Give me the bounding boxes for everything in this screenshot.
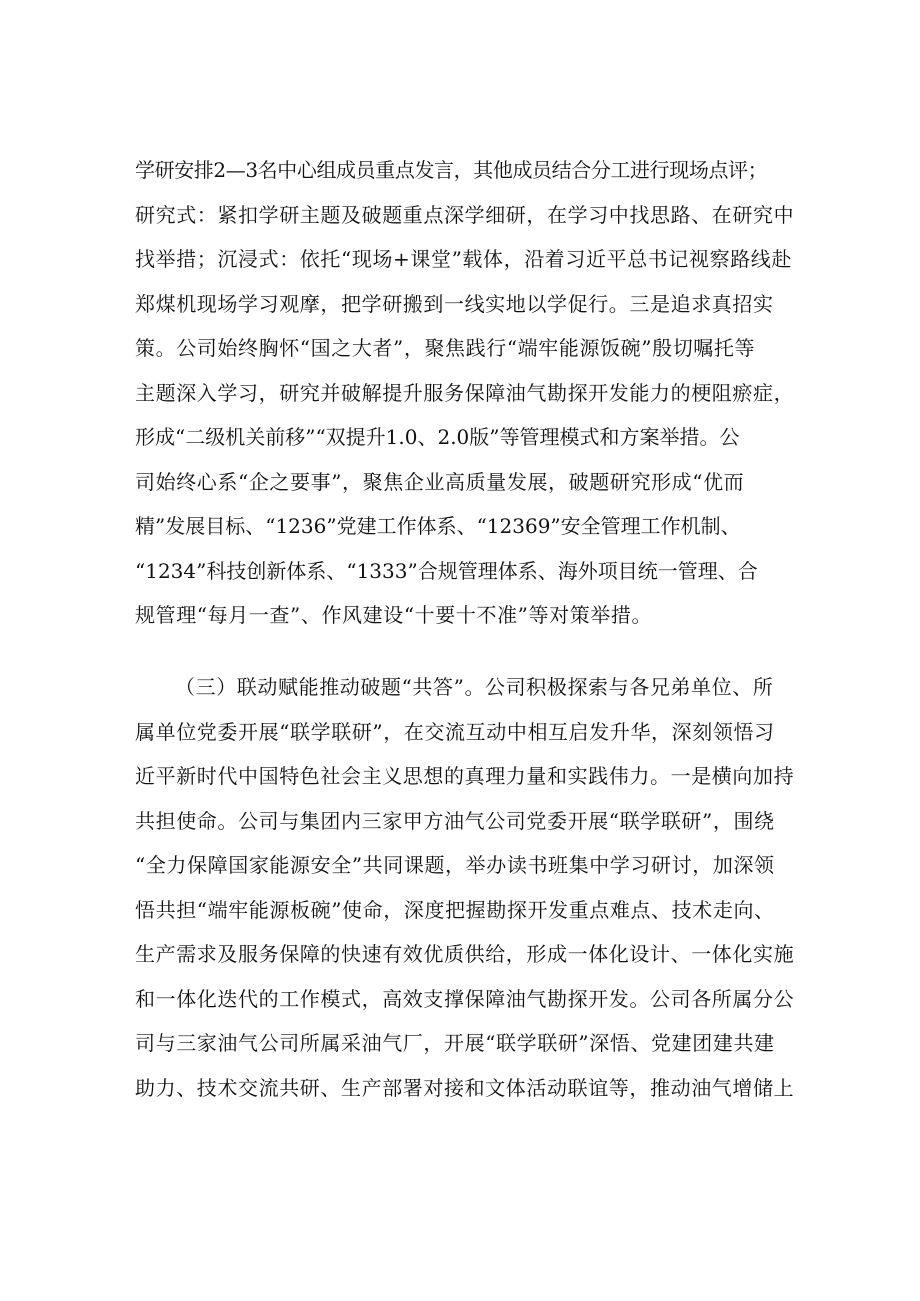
text-line: 属单位党委开展“联学联研”，在交流互动中相互启发升华，深刻领悟习 [135, 719, 775, 744]
paragraph-1 [135, 148, 795, 638]
text-line: 助力、技术交流共研、生产部署对接和文体活动联谊等，推动油气增储上 [135, 1075, 795, 1100]
text-line: 学研安排2—3名中心组成员重点发言，其他成员结合分工进行现场点评； [135, 158, 768, 182]
text-line: 规管理“每月一查”、作风建设“十要十不准”等对策举措。 [135, 603, 653, 627]
paragraph-2 [135, 665, 795, 1110]
text-line: 近平新时代中国特色社会主义思想的真理力量和实践伟力。一是横向加持 [135, 764, 795, 788]
text-line: 郑煤机现场学习观摩，把学研搬到一线实地以学促行。三是追求真招实 [135, 291, 774, 316]
text-line: 精”发展目标、“1236”党建工作体系、“12369”安全管理工作机制、 [135, 514, 741, 538]
text-line: 主题深入学习，研究并破解提升服务保障油气勘探开发能力的梗阻瘀症， [135, 380, 795, 405]
text-line: “1234”科技创新体系、“1333”合规管理体系、海外项目统一管理、合 [135, 558, 758, 583]
text-line: 找举措；沉浸式：依托“现场+课堂”载体，沿着习近平总书记视察路线赴 [135, 247, 793, 271]
text-line: 悟共担“端牢能源板碗”使命，深度把握勘探开发重点难点、技术走向、 [135, 897, 775, 922]
text-line: 和一体化迭代的工作模式，高效支撑保障油气勘探开发。公司各所属分公 [135, 986, 795, 1011]
text-line: 司始终心系“企之要事”，聚焦企业高质量发展，破题研究形成“优而 [135, 469, 745, 494]
text-line: 研究式：紧扣学研主题及破题重点深学细研，在学习中找思路、在研究中 [135, 202, 795, 227]
text-line: 司与三家油气公司所属采油气厂，开展“联学联研”深悟、党建团建共建 [135, 1031, 775, 1055]
text-line: （三）联动赋能推动破题“共答”。公司积极探索与各兄弟单位、所 [175, 675, 774, 699]
text-line: 形成“二级机关前移”“双提升1.0、2.0版”等管理模式和方案举措。公 [135, 425, 740, 449]
text-line: 策。公司始终胸怀“国之大者”，聚焦践行“端牢能源饭碗”殷切嘱托等 [135, 336, 756, 360]
text-line: “全力保障国家能源安全”共同课题，举办读书班集中学习研讨，加深领 [135, 853, 775, 877]
text-line: 共担使命。公司与集团内三家甲方油气公司党委开展“联学联研”，围绕 [135, 808, 775, 833]
text-line: 生产需求及服务保障的快速有效优质供给，形成一体化设计、一体化实施 [135, 942, 795, 966]
